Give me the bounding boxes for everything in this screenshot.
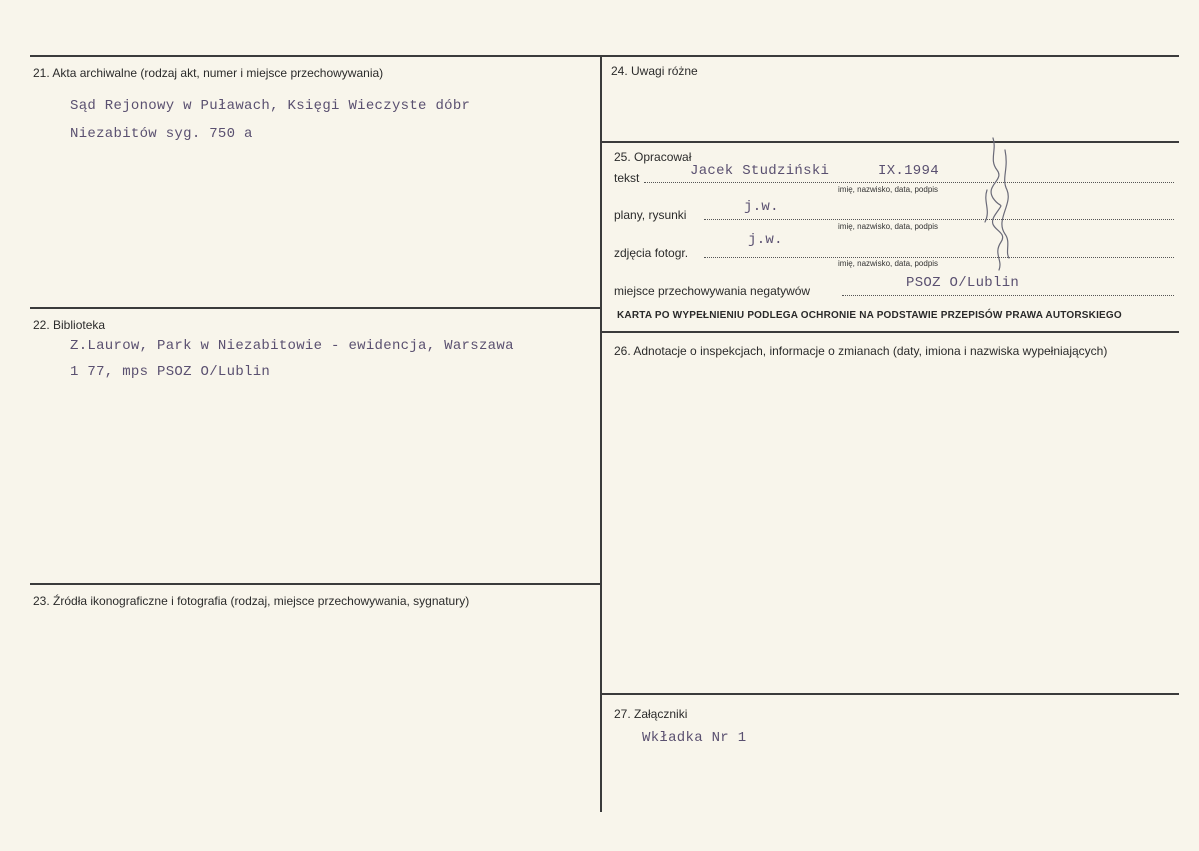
plany-caption: imię, nazwisko, data, podpis bbox=[838, 222, 939, 231]
zdjecia-label: zdjęcia fotogr. bbox=[614, 246, 689, 260]
zdjecia-dotted-line bbox=[704, 257, 1174, 258]
tekst-value: Jacek Studziński bbox=[690, 163, 830, 179]
plany-value: j.w. bbox=[744, 199, 779, 215]
negatywy-value: PSOZ O/Lublin bbox=[906, 275, 1020, 291]
section-22-line-1: Z.Laurow, Park w Niezabitowie - ewidencja, Warszawa bbox=[70, 338, 514, 354]
zdjecia-value: j.w. bbox=[748, 232, 783, 248]
divider-21-22 bbox=[30, 307, 601, 309]
section-21-label: 21. Akta archiwalne (rodzaj akt, numer i miejsce przechowywania) bbox=[33, 66, 384, 80]
divider-24-25 bbox=[600, 141, 1179, 143]
negatywy-label: miejsce przechowywania negatywów bbox=[614, 284, 811, 298]
section-23-label: 23. Źródła ikonograficzne i fotografia (rodzaj, miejsce przechowywania, sygnatury) bbox=[33, 594, 470, 608]
signature-scribble bbox=[975, 130, 1025, 280]
section-25-label: 25. Opracował bbox=[614, 150, 692, 164]
top-border-line bbox=[30, 55, 1179, 57]
tekst-dotted-line bbox=[644, 182, 1174, 183]
divider-26-27 bbox=[600, 693, 1179, 695]
section-22-line-2: 1 77, mps PSOZ O/Lublin bbox=[70, 364, 271, 380]
zdjecia-caption: imię, nazwisko, data, podpis bbox=[838, 259, 939, 268]
center-divider-line bbox=[600, 55, 602, 812]
section-26-label: 26. Adnotacje o inspekcjach, informacje o zmianach (daty, imiona i nazwiska wypełniających) bbox=[614, 344, 1108, 358]
divider-22-23 bbox=[30, 583, 601, 585]
negatywy-dotted-line bbox=[842, 295, 1174, 296]
section-21-line-2: Niezabitów syg. 750 a bbox=[70, 126, 253, 142]
section-27-value: Wkładka Nr 1 bbox=[642, 730, 747, 746]
copyright-note: KARTA PO WYPEŁNIENIU PODLEGA OCHRONIE NA PODSTAWIE PRZEPISÓW PRAWA AUTORSKIEGO bbox=[617, 310, 1122, 321]
plany-dotted-line bbox=[704, 219, 1174, 220]
tekst-date: IX.1994 bbox=[878, 163, 939, 179]
section-21-line-1: Sąd Rejonowy w Puławach, Księgi Wieczyste dóbr bbox=[70, 98, 471, 114]
tekst-caption: imię, nazwisko, data, podpis bbox=[838, 185, 939, 194]
section-27-label: 27. Załączniki bbox=[614, 707, 688, 721]
plany-label: plany, rysunki bbox=[614, 208, 687, 222]
tekst-label: tekst bbox=[614, 171, 640, 185]
section-24-label: 24. Uwagi różne bbox=[611, 64, 698, 78]
section-22-label: 22. Biblioteka bbox=[33, 318, 106, 332]
divider-25-26 bbox=[600, 331, 1179, 333]
